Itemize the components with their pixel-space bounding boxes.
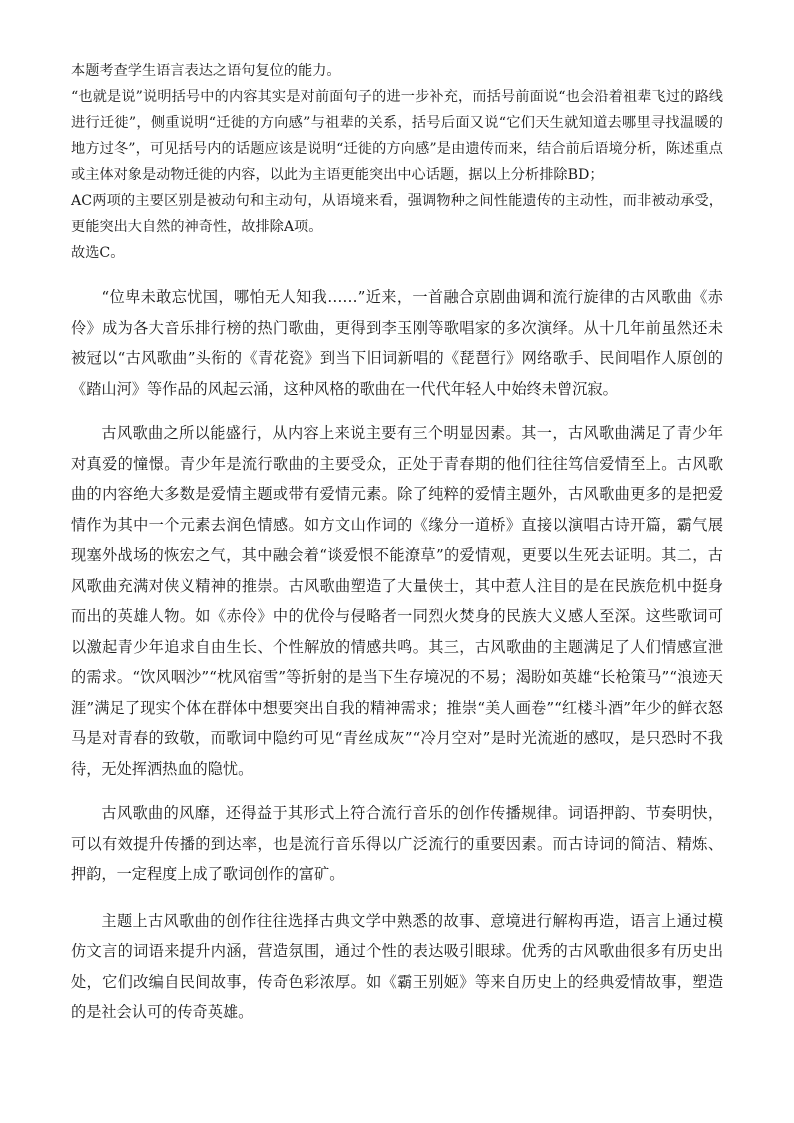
answer-explanation	[71, 58, 723, 266]
answer-line-comparison: AC两项的主要区别是被动句和主动句，从语境来看，强调物种之间性能遗传的主动性，而非被动承受，更能突出大自然的神奇性，故排除A项。	[71, 193, 723, 235]
passage-paragraph-4: 主题上古风歌曲的创作往往选择古典文学中熟悉的故事、意境进行解构再造，语言上通过模仿文言的词语来提升内涵，营造氛围，通过个性的表达吸引眼球。优秀的古风歌曲很多有历史出处，它们改编自民间故事，传奇色彩浓厚。如《霸王别姬》等来自历史上的经典爱情故事，塑造的是社会认可的传奇英雄。	[71, 911, 723, 1021]
passage-paragraph-3: 古风歌曲的风靡，还得益于其形式上符合流行音乐的创作传播规律。词语押韵、节奏明快，可以有效提升传播的到达率，也是流行音乐得以广泛流行的重要因素。而古诗词的简洁、精炼、押韵，一定程度上成了歌词创作的富矿。	[71, 804, 723, 883]
passage-paragraph-1: “位卑未敢忘忧国，哪怕无人知我……”近来，一首融合京剧曲调和流行旋律的古风歌曲《赤伶》成为各大音乐排行榜的热门歌曲，更得到李玉刚等歌唱家的多次演绎。从十几年前虽然还未被冠以“古风歌曲”头衔的《青花瓷》到当下旧词新唱的《琵琶行》网络歌手、民间唱作人原创的《踏山河》等作品的风起云涌，这种风格的歌曲在一代代年轻人中始终未曾沉寂。	[71, 288, 723, 398]
answer-line-conclusion: 故选C。	[71, 245, 125, 261]
reading-passage	[71, 282, 723, 1028]
answer-line-analysis: “也就是说”说明括号中的内容其实是对前面句子的进一步补充，而括号前面说“也会沿着祖辈飞过的路线进行迁徙”，侧重说明“迁徙的方向感”与祖辈的关系，括号后面又说“它们天生就知道去哪里寻找温暖的地方过冬”，可见括号内的话题应该是说明“迁徙的方向感”是由遗传而来，结合前后语境分析，陈述重点或主体对象是动物迁徙的内容，以此为主语更能突出中心话题，据以上分析排除BD；	[71, 89, 723, 183]
document-page	[71, 58, 723, 1042]
passage-paragraph-2: 古风歌曲之所以能盛行，从内容上来说主要有三个明显因素。其一，古风歌曲满足了青少年对真爱的憧憬。青少年是流行歌曲的主要受众，正处于青春期的他们往往笃信爱情至上。古风歌曲的内容绝大多数是爱情主题或带有爱情元素。除了纯粹的爱情主题外，古风歌曲更多的是把爱情作为其中一个元素去润色情感。如方文山作词的《缘分一道桥》直接以演唱古诗开篇，霸气展现塞外战场的恢宏之气，其中融会着“谈爱恨不能潦草”的爱情观，更要以生死去证明。其二，古风歌曲充满对侠义精神的推崇。古风歌曲塑造了大量侠士，其中惹人注目的是在民族危机中挺身而出的英雄人物。如《赤伶》中的优伶与侵略者一同烈火焚身的民族大义感人至深。这些歌词可以激起青少年追求自由生长、个性解放的情感共鸣。其三，古风歌曲的主题满足了人们情感宣泄的需求。“饮风咽沙”“枕风宿雪”等折射的是当下生存境况的不易；渴盼如英雄“长枪策马”“浪迹天涯”满足了现实个体在群体中想要突出自我的精神需求；推崇“美人画卷”“红楼斗酒”年少的鲜衣怒马是对青春的致敬，而歌词中隐约可见“青丝成灰”“冷月空对”是时光流逝的感叹，是只恐时不我待，无处挥洒热血的隐忧。	[71, 424, 723, 778]
answer-line-intro: 本题考查学生语言表达之语句复位的能力。	[71, 63, 341, 79]
